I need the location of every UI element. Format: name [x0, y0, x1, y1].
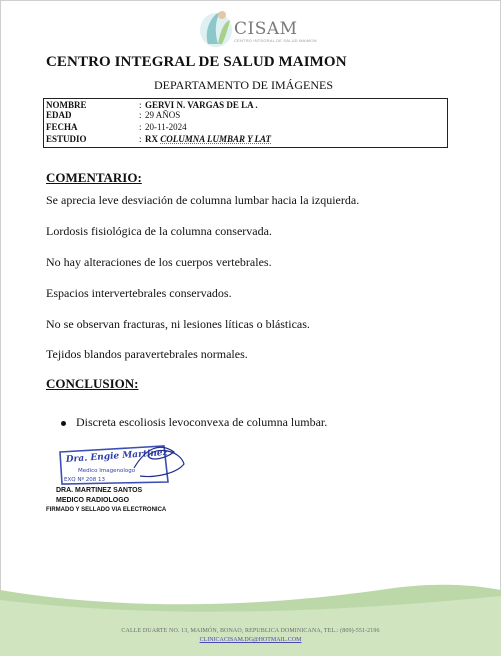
electronic-signature-note: FIRMADO Y SELLADO VIA ELECTRONICA: [46, 507, 167, 513]
patient-info-box: NOMBRE : GERVI N. VARGAS DE LA . EDAD : 29 AÑOS FECHA : 20-11-2024 ESTUDIO : RX COLUMNA LUMBAR Y LAT: [43, 98, 448, 148]
logo-emblem-icon: [196, 6, 236, 50]
stamp-title: Medico Imagenologo: [78, 468, 136, 474]
logo-wordmark: CISAM: [234, 19, 298, 39]
conclusion-list: [60, 415, 327, 430]
comment-line: Espacios intervertebrales conservados.: [46, 286, 232, 300]
comment-line: No se observan fracturas, ni lesiones líticas o blásticas.: [46, 317, 310, 331]
cisam-logo: [196, 6, 317, 50]
comment-line: Se aprecia leve desviación de columna lumbar hacia la izquierda.: [46, 193, 360, 207]
signer-block: [56, 486, 142, 506]
study-name: RX COLUMNA LUMBAR Y LAT: [145, 134, 272, 144]
department-subtitle: DEPARTAMENTO DE IMÁGENES: [154, 78, 333, 92]
signature-stamp: [56, 438, 196, 490]
comment-line: Tejidos blandos paravertebrales normales.: [46, 347, 248, 361]
logo-tagline: CENTRO INTEGRAL DE SALUD MAIMON: [234, 38, 317, 43]
document-title: CENTRO INTEGRAL DE SALUD MAIMON: [46, 54, 347, 70]
comment-line: Lordosis fisiológica de la columna conservada.: [46, 224, 272, 238]
comment-heading: COMENTARIO:: [46, 170, 142, 185]
conclusion-heading: CONCLUSION:: [46, 376, 139, 391]
comment-line: No hay alteraciones de los cuerpos vertebrales.: [46, 255, 272, 269]
study-date: 20-11-2024: [145, 122, 187, 132]
stamp-exq: EXQ Nº 208 13: [64, 477, 106, 483]
patient-name: GERVI N. VARGAS DE LA .: [145, 100, 258, 110]
stamp-name: Dra. Engie Martinez: [65, 447, 169, 465]
patient-age: 29 AÑOS: [145, 110, 181, 120]
conclusion-item: Discreta escoliosis levoconvexa de columna lumbar.: [60, 415, 327, 430]
footer-email-link[interactable]: CLINICACISAM.DG@HOTMAIL.COM: [199, 637, 302, 643]
footer-address: CALLE DUARTE NO. 13, MAIMÓN, BONAO, REPUBLICA DOMINICANA, TEL.: (809)-551-2196: [121, 628, 380, 634]
signer-role: MEDICO RADIOLOGO: [56, 497, 130, 504]
signer-name: DRA. MARTINEZ SANTOS: [56, 487, 143, 494]
